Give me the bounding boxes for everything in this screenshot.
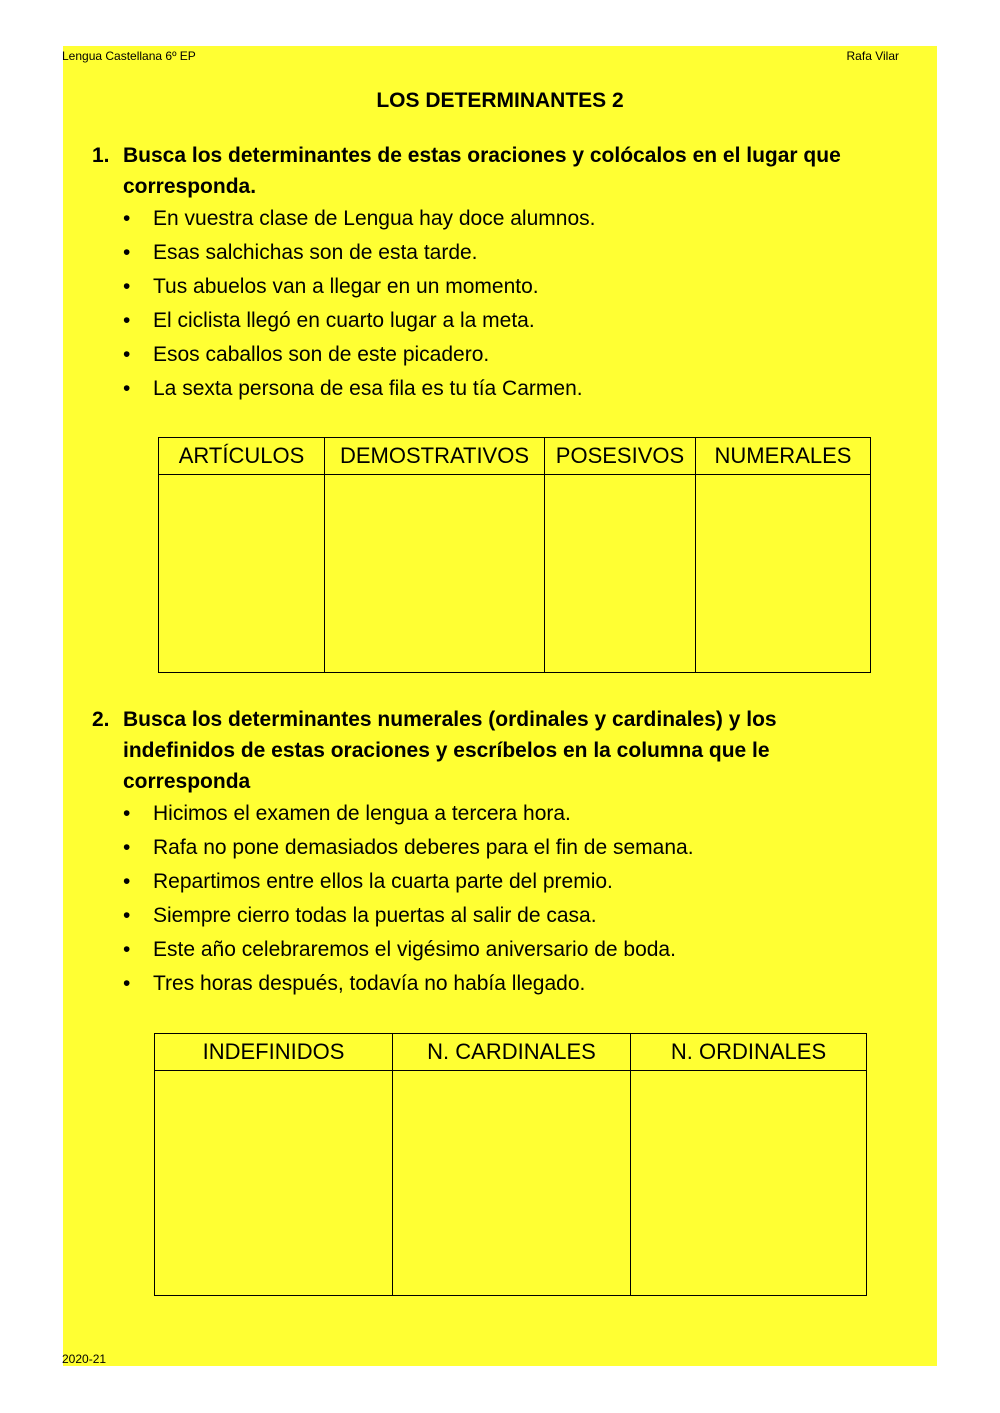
exercise-1-sentence-list — [92, 202, 932, 406]
answer-cell-cardinales[interactable] — [393, 1071, 631, 1296]
column-header-indefinidos: INDEFINIDOS — [155, 1034, 393, 1071]
list-item — [123, 338, 932, 372]
bullet-icon: • — [123, 343, 131, 366]
table-header-row — [155, 1034, 867, 1071]
list-item — [123, 304, 932, 338]
list-item — [123, 899, 932, 933]
answer-cell-ordinales[interactable] — [631, 1071, 867, 1296]
bullet-icon: • — [123, 938, 131, 961]
bullet-icon: • — [123, 904, 131, 927]
exercise-1 — [92, 140, 932, 406]
column-header-cardinales: N. CARDINALES — [393, 1034, 631, 1071]
sentence-text: La sexta persona de esa fila es tu tía Carmen. — [153, 377, 583, 400]
list-item — [123, 831, 932, 865]
exercise-2-heading — [92, 704, 932, 797]
column-header-ordinales: N. ORDINALES — [631, 1034, 867, 1071]
sentence-text: Tus abuelos van a llegar en un momento. — [153, 275, 539, 298]
bullet-icon: • — [123, 377, 131, 400]
column-header-demostrativos: DEMOSTRATIVOS — [325, 438, 545, 475]
list-item — [123, 933, 932, 967]
sentence-text: Este año celebraremos el vigésimo aniversario de boda. — [153, 938, 676, 961]
column-header-numerales: NUMERALES — [696, 438, 871, 475]
bullet-icon: • — [123, 207, 131, 230]
sentence-text: Esas salchichas son de esta tarde. — [153, 241, 478, 264]
column-header-posesivos: POSESIVOS — [545, 438, 696, 475]
bullet-icon: • — [123, 870, 131, 893]
list-item — [123, 202, 932, 236]
subject-header: Lengua Castellana 6º EP — [62, 49, 196, 63]
answer-cell-numerales[interactable] — [696, 475, 871, 673]
bullet-icon: • — [123, 972, 131, 995]
author-header: Rafa Vilar — [846, 49, 899, 63]
column-header-articulos: ARTÍCULOS — [159, 438, 325, 475]
answer-cell-indefinidos[interactable] — [155, 1071, 393, 1296]
sentence-text: El ciclista llegó en cuarto lugar a la meta. — [153, 309, 535, 332]
bullet-icon: • — [123, 241, 131, 264]
exercise-1-heading — [92, 140, 932, 202]
exercise-2-instruction: Busca los determinantes numerales (ordinales y cardinales) y los indefinidos de estas oraciones y escríbelos en la columna que le corresponda — [123, 708, 777, 793]
table-header-row — [159, 438, 871, 475]
list-item — [123, 372, 932, 406]
sentence-text: En vuestra clase de Lengua hay doce alumnos. — [153, 207, 596, 230]
exercise-2-answer-table — [154, 1033, 867, 1296]
sentence-text: Siempre cierro todas la puertas al salir de casa. — [153, 904, 597, 927]
sentence-text: Tres horas después, todavía no había llegado. — [153, 972, 586, 995]
list-item — [123, 270, 932, 304]
list-item — [123, 797, 932, 831]
table-row — [155, 1071, 867, 1296]
bullet-icon: • — [123, 275, 131, 298]
list-item — [123, 236, 932, 270]
year-footer: 2020-21 — [62, 1352, 107, 1366]
exercise-2 — [92, 704, 932, 1001]
answer-cell-posesivos[interactable] — [545, 475, 696, 673]
exercise-1-number: 1. — [92, 144, 110, 167]
list-item — [123, 967, 932, 1001]
sentence-text: Repartimos entre ellos la cuarta parte del premio. — [153, 870, 613, 893]
sentence-text: Hicimos el examen de lengua a tercera hora. — [153, 802, 571, 825]
exercise-1-answer-table — [158, 437, 871, 673]
table-row — [159, 475, 871, 673]
page-title: LOS DETERMINANTES 2 — [376, 89, 624, 112]
sentence-text: Rafa no pone demasiados deberes para el fin de semana. — [153, 836, 694, 859]
bullet-icon: • — [123, 309, 131, 332]
sentence-text: Esos caballos son de este picadero. — [153, 343, 490, 366]
list-item — [123, 865, 932, 899]
bullet-icon: • — [123, 836, 131, 859]
exercise-2-sentence-list — [92, 797, 932, 1001]
answer-cell-articulos[interactable] — [159, 475, 325, 673]
answer-cell-demostrativos[interactable] — [325, 475, 545, 673]
bullet-icon: • — [123, 802, 131, 825]
exercise-2-number: 2. — [92, 708, 110, 731]
exercise-1-instruction: Busca los determinantes de estas oraciones y colócalos en el lugar que corresponda. — [123, 144, 841, 198]
